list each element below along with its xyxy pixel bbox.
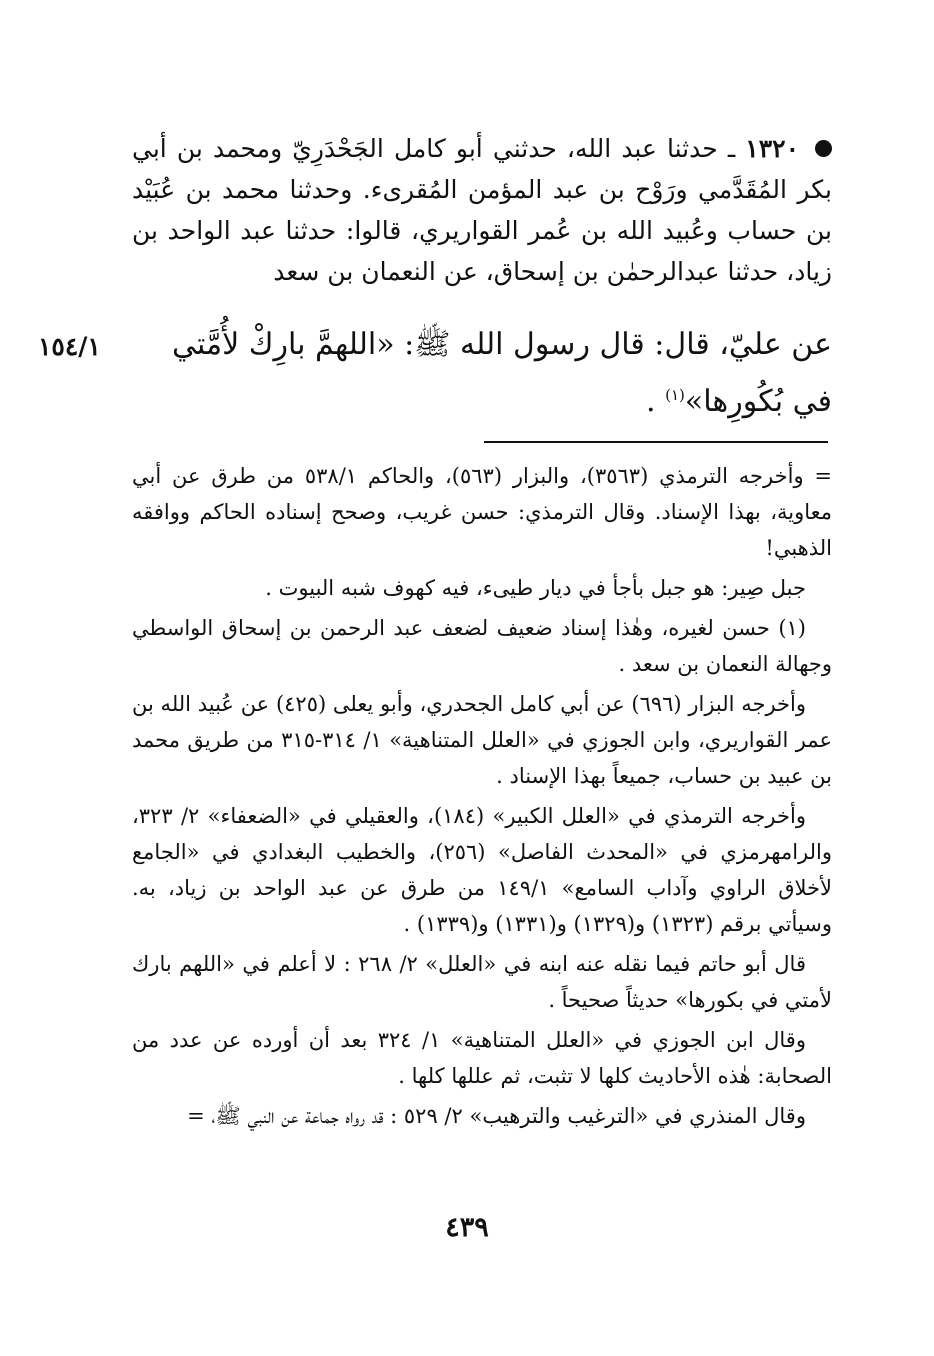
footnote-paragraph: = وأخرجه الترمذي (٣٥٦٣)، والبزار (٥٦٣)، والحاكم ٥٣٨/١ من طرق عن أبي معاوية، بهذا الإسناد. وقال الترمذي: حسن غريب، وصحح إسناده الحاكم ووافقه الذهبي! [132, 464, 833, 560]
footnote-divider [484, 441, 828, 443]
hadith-number: ١٣٢٠ [745, 134, 799, 163]
matn-text: عن عليّ، قال: قال رسول الله ﷺ: «اللهمَّ بارِكْ لأُمَّتي في بُكُورِها» [172, 327, 832, 419]
footnote-paragraph: وأخرجه الترمذي في «العلل الكبير» (١٨٤)، والعقيلي في «الضعفاء» ٢/ ٣٢٣، والرامهرمزي في «المحدث الفاصل» (٢٥٦)، والخطيب البغدادي في «الجامع لأخلاق الراوي وآداب السامع» ١٤٩/١ من طرق عن عبد الواحد بن زياد، به. وسيأتي برقم (١٣٢٣) و(١٣٢٩) و(١٣٣١) و(١٣٣٩) . [132, 804, 832, 936]
footnote-paragraph: وقال ابن الجوزي في «العلل المتناهية» ١/ ٣٢٤ بعد أن أورده عن عدد من الصحابة: هٰذه الأحاديث كلها لا تثبت، ثم عللها كلها . [132, 1028, 832, 1088]
hadith-chain-paragraph [132, 128, 832, 292]
footnote-paragraph: وقال المنذري في «الترغيب والترهيب» ٢/ ٥٢٩ : قد رواه جماعة عن النبي ﷺ، = [187, 1104, 806, 1128]
page-number: ٤٣٩ [445, 1212, 489, 1243]
margin-reference: ١٥٤/١ [38, 332, 101, 361]
isnad-text: ـ حدثنا عبد الله، حدثني أبو كامل الجَحْدَرِيّ ومحمد بن أبي بكر المُقَدَّمي ورَوْح بن عبد المؤمن المُقرىء. وحدثنا محمد بن عُبَيْد بن حساب وعُبيد الله بن عُمر القواريري، قالوا: حدثنا عبد الواحد بن زياد، حدثنا عبدالرحمٰن بن إسحاق، عن النعمان بن سعد [132, 134, 832, 286]
footnote-paragraph: قال أبو حاتم فيما نقله عنه ابنه في «العلل» ٢/ ٢٦٨ : لا أعلم في «اللهم بارك لأمتي في بكورها» حديثاً صحيحاً . [132, 952, 832, 1012]
footnote-paragraph: جبل صِير: هو جبل بأجأ في ديار طيىء، فيه كهوف شبه البيوت . [265, 576, 806, 600]
footnote-paragraph: وأخرجه البزار (٦٩٦) عن أبي كامل الجحدري، وأبو يعلى (٤٢٥) عن عُبيد الله بن عمر القواريري، وابن الجوزي في «العلل المتناهية» ١/ ٣١٤-٣١٥ من طريق محمد بن عبيد بن حساب، جميعاً بهذا الإسناد . [132, 692, 832, 788]
hadith-matn-paragraph [132, 320, 832, 427]
matn-end: . [646, 384, 666, 419]
footnote-marker: (١) [665, 386, 685, 404]
bullet-icon [815, 140, 832, 157]
footnote-paragraph: (١) حسن لغيره، وهٰذا إسناد ضعيف لضعف عبد الرحمن بن إسحاق الواسطي وجهالة النعمان بن سعد . [132, 616, 832, 676]
footnotes-section [132, 458, 832, 1138]
